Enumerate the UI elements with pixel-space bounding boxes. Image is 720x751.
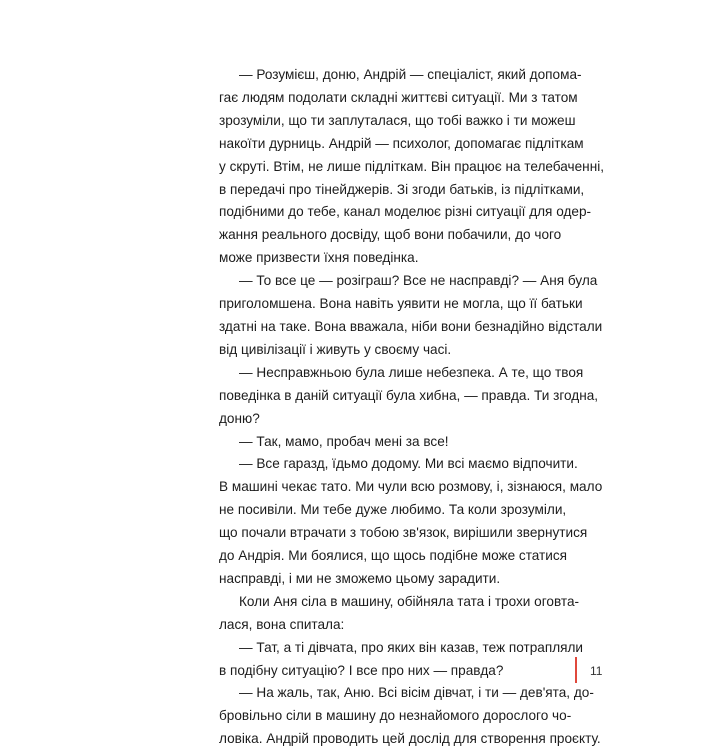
text-line: жання реального досвіду, щоб вони побачили, до чого (219, 227, 562, 243)
text-line: — На жаль, так, Аню. Всі вісім дівчат, і ти — дев'ята, до- (239, 685, 594, 701)
text-line: — Тат, а ті дівчата, про яких він казав, теж потрапляли (239, 639, 584, 655)
text-line: ловіка. Андрій проводить цей дослід для створення проєкту. (219, 731, 601, 747)
page-number-rule (575, 657, 577, 683)
text-line: бровільно сіли в машину до незнайомого дорослого чо- (219, 708, 572, 724)
paragraph (199, 362, 599, 431)
text-line: поведінка в даній ситуації була хибна, — правда. Ти згодна, (219, 387, 599, 403)
text-line: доню? (219, 410, 260, 426)
paragraph (199, 637, 584, 683)
text-line: у скруті. Втім, не лише підліткам. Він працює на телебаченні, (219, 158, 604, 174)
text-line: — Все гаразд, їдьмо додому. Ми всі маємо відпочити. (239, 456, 578, 472)
text-line: в передачі про тінейджерів. Зі згоди батьків, із підлітками, (219, 181, 585, 197)
text-line: накоїти дурниць. Андрій — психолог, допомагає підліткам (219, 135, 584, 151)
text-line: зрозуміли, що ти заплуталася, що тобі важко і ти можеш (219, 112, 576, 128)
paragraph (199, 64, 604, 270)
text-line: — То все це — розіграш? Все не насправді? — Аня була (239, 273, 598, 289)
text-line: В машині чекає тато. Ми чули всю розмову, і, зізнаюся, мало (219, 479, 603, 495)
text-line: Коли Аня сіла в машину, обійняла тата і трохи оговта- (239, 593, 580, 609)
text-line: від цивілізації і живуть у своєму часі. (219, 341, 452, 357)
text-line: в подібну ситуацію? І все про них — правда? (219, 662, 504, 678)
text-line: подібними до тебе, канал моделює різні ситуації для одер- (219, 204, 592, 220)
text-line: — Так, мамо, пробач мені за все! (239, 433, 449, 449)
text-line: — Розумієш, доню, Андрій — спеціаліст, який допома- (239, 67, 582, 82)
paragraph (199, 453, 603, 590)
text-line: — Несправжньою була лише небезпека. А те, що твоя (239, 364, 584, 380)
text-line: приголомшена. Вона навіть уявити не могла, що її батьки (219, 296, 583, 312)
paragraph (199, 682, 601, 751)
text-line: лася, вона спитала: (219, 616, 345, 632)
text-line: здатні на таке. Вона вважала, ніби вони безнадійно відстали (219, 318, 603, 334)
paragraph (199, 591, 580, 637)
text-line: не посивіли. Ми тебе дуже любимо. Та коли зрозуміли, (219, 502, 567, 518)
paragraph (199, 270, 603, 362)
text-line: до Андрія. Ми боялися, що щось подібне може статися (219, 548, 568, 564)
page-number: 11 (590, 664, 603, 678)
text-line: може призвести їхня поведінка. (219, 250, 419, 266)
text-line: насправді, і ми не зможемо цьому зарадити. (219, 570, 501, 586)
text-line: що почали втрачати з тобою зв'язок, вирішили звернутися (219, 525, 588, 541)
paragraph (199, 431, 541, 454)
text-line: гає людям подолати складні життєві ситуації. Ми з татом (219, 89, 578, 105)
